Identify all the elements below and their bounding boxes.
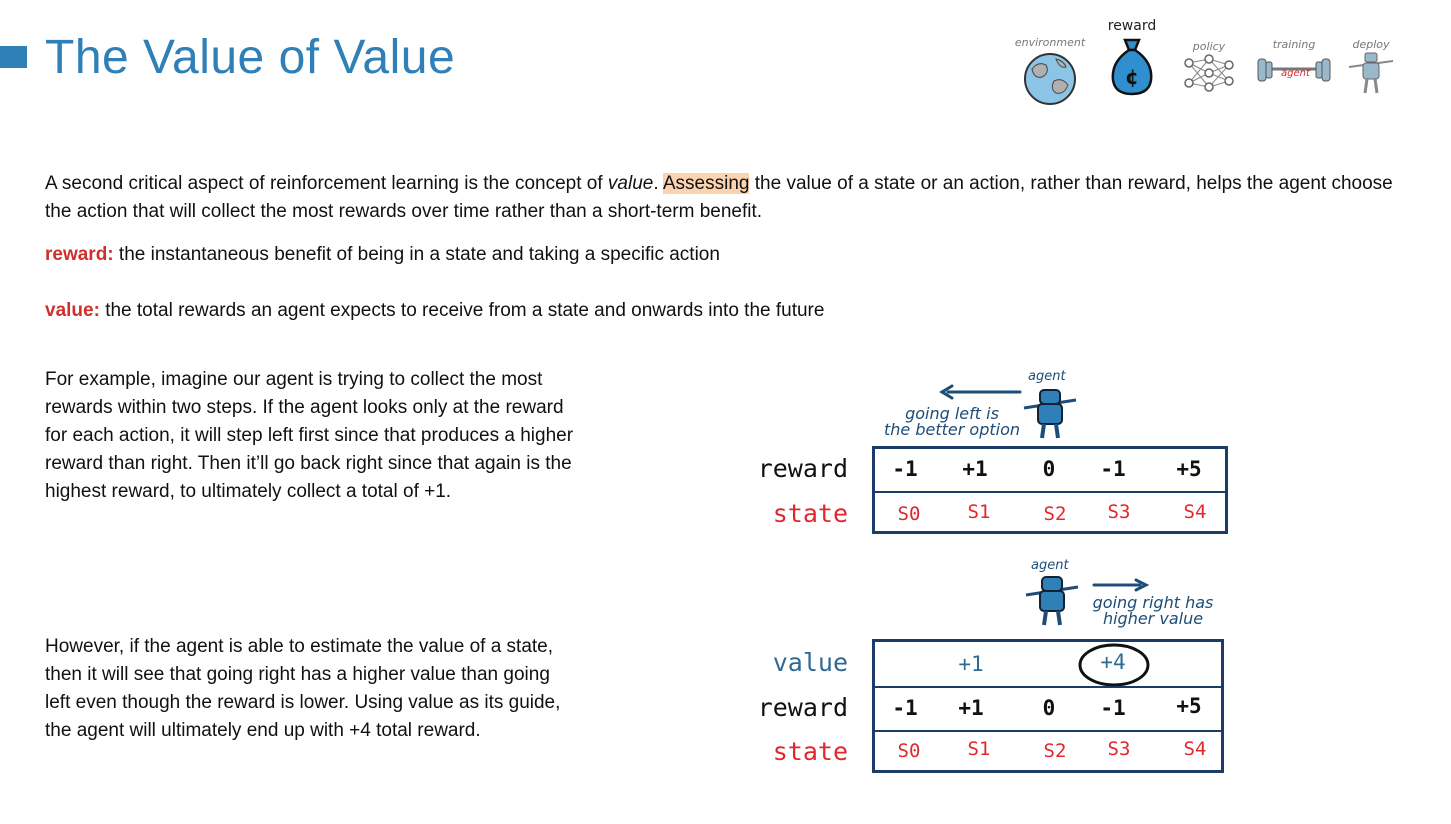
definition-text: the instantaneous benefit of being in a state and taking a specific action [113, 244, 720, 265]
robot-agent-icon [1022, 575, 1082, 627]
nav-item-policy[interactable] [1177, 40, 1241, 98]
reward-cell: 0 [1042, 457, 1056, 481]
figure-reward-only [740, 360, 1240, 540]
state-row [875, 730, 1221, 772]
note-line: going right has [1092, 593, 1214, 612]
reward-cell: +1 [958, 696, 984, 720]
agent-label: agent [1031, 558, 1069, 573]
state-cell: S3 [1107, 501, 1131, 523]
reward-row [875, 449, 1225, 491]
definition-value [45, 300, 824, 322]
globe-icon [1020, 49, 1080, 105]
robot-icon [1343, 51, 1399, 95]
state-cell: S2 [1043, 740, 1067, 762]
row-label-value: value [772, 648, 848, 677]
nav-item-training[interactable] [1253, 38, 1335, 96]
definition-text: the total rewards an agent expects to receive from a state and onwards into the future [99, 300, 825, 321]
nav-item-reward[interactable] [1097, 18, 1167, 103]
topic-nav [1005, 14, 1415, 114]
page-title: The Value of Value [45, 31, 456, 84]
value-row [875, 642, 1221, 686]
row-label-reward: reward [757, 454, 848, 483]
reward-cell: -1 [892, 696, 918, 720]
training-agent-badge: agent [1281, 68, 1310, 79]
state-cell: S4 [1183, 738, 1207, 760]
intro-text: the value of a state or an action, rather than reward, helps the agent choose the action that will collect the most rewards over time rather than a short-term benefit. [45, 173, 1393, 222]
value-paragraph: However, if the agent is able to estimate the value of a state, then it will see that going right has a higher value than going left even though the reward is lower. Using value as its guide, the agent will ultimately end up with +4 total reward. [45, 636, 561, 741]
state-cell: S3 [1107, 738, 1131, 760]
figure-value-reward [740, 555, 1240, 780]
agent-note [872, 406, 1032, 438]
row-label-reward: reward [757, 693, 848, 722]
reward-cell: -1 [1100, 696, 1126, 720]
intro-text: A second critical aspect of reinforcement learning is the concept of [45, 173, 608, 194]
definition-term: value: [45, 300, 100, 321]
note-line: the better option [884, 420, 1020, 439]
robot-agent-icon [1020, 388, 1080, 440]
intro-emphasis: value [607, 173, 654, 194]
left-arrow-icon [936, 384, 1026, 400]
nav-label: deploy [1352, 38, 1390, 51]
definition-term: reward: [45, 244, 114, 265]
example-paragraph: For example, imagine our agent is trying to collect the most rewards within two steps. If the agent looks only at the reward for each action, it will step left first since that produces a higher reward than right. Then it’ll go back right since that again is the highest reward, to ultimately collect a total of +1. [45, 369, 574, 502]
neural-network-icon [1181, 53, 1237, 93]
reward-cell: +5 [1176, 457, 1202, 481]
intro-paragraph [45, 170, 1395, 226]
nav-item-environment[interactable] [1005, 36, 1095, 110]
agent-note [1078, 595, 1228, 627]
reward-state-table [872, 446, 1228, 534]
value-reward-state-table [872, 639, 1224, 773]
reward-cell: +5 [1176, 694, 1202, 718]
nav-label: policy [1192, 40, 1226, 53]
state-cell: S2 [1043, 503, 1067, 525]
nav-label: training [1272, 38, 1316, 51]
reward-cell: -1 [1100, 457, 1126, 481]
value-cell: +1 [958, 652, 984, 676]
state-cell: S0 [897, 503, 921, 525]
reward-cell: -1 [892, 457, 918, 481]
state-cell: S1 [967, 501, 991, 523]
note-line: going left is [905, 404, 999, 423]
note-line: higher value [1102, 609, 1204, 628]
nav-label: reward [1107, 18, 1157, 34]
value-cell-circled: +4 [1100, 650, 1126, 674]
row-label-state: state [772, 737, 848, 766]
row-label-state: state [772, 499, 848, 528]
reward-cell: 0 [1042, 696, 1056, 720]
state-cell: S0 [897, 740, 921, 762]
intro-highlight: Assessing [662, 173, 750, 194]
state-row [875, 491, 1225, 533]
money-bag-icon [1107, 34, 1157, 98]
reward-cell: +1 [962, 457, 988, 481]
title-accent-bar [0, 46, 27, 68]
svg-text:¢: ¢ [1125, 65, 1139, 89]
agent-label: agent [1028, 369, 1066, 384]
nav-item-deploy[interactable] [1341, 38, 1401, 100]
highlight-circle [1077, 643, 1151, 687]
right-arrow-icon [1090, 578, 1150, 592]
intro-text: . [653, 173, 663, 194]
state-cell: S4 [1183, 501, 1207, 523]
state-cell: S1 [967, 738, 991, 760]
reward-row [875, 686, 1221, 732]
nav-label: environment [1014, 36, 1086, 49]
definition-reward [45, 244, 720, 266]
